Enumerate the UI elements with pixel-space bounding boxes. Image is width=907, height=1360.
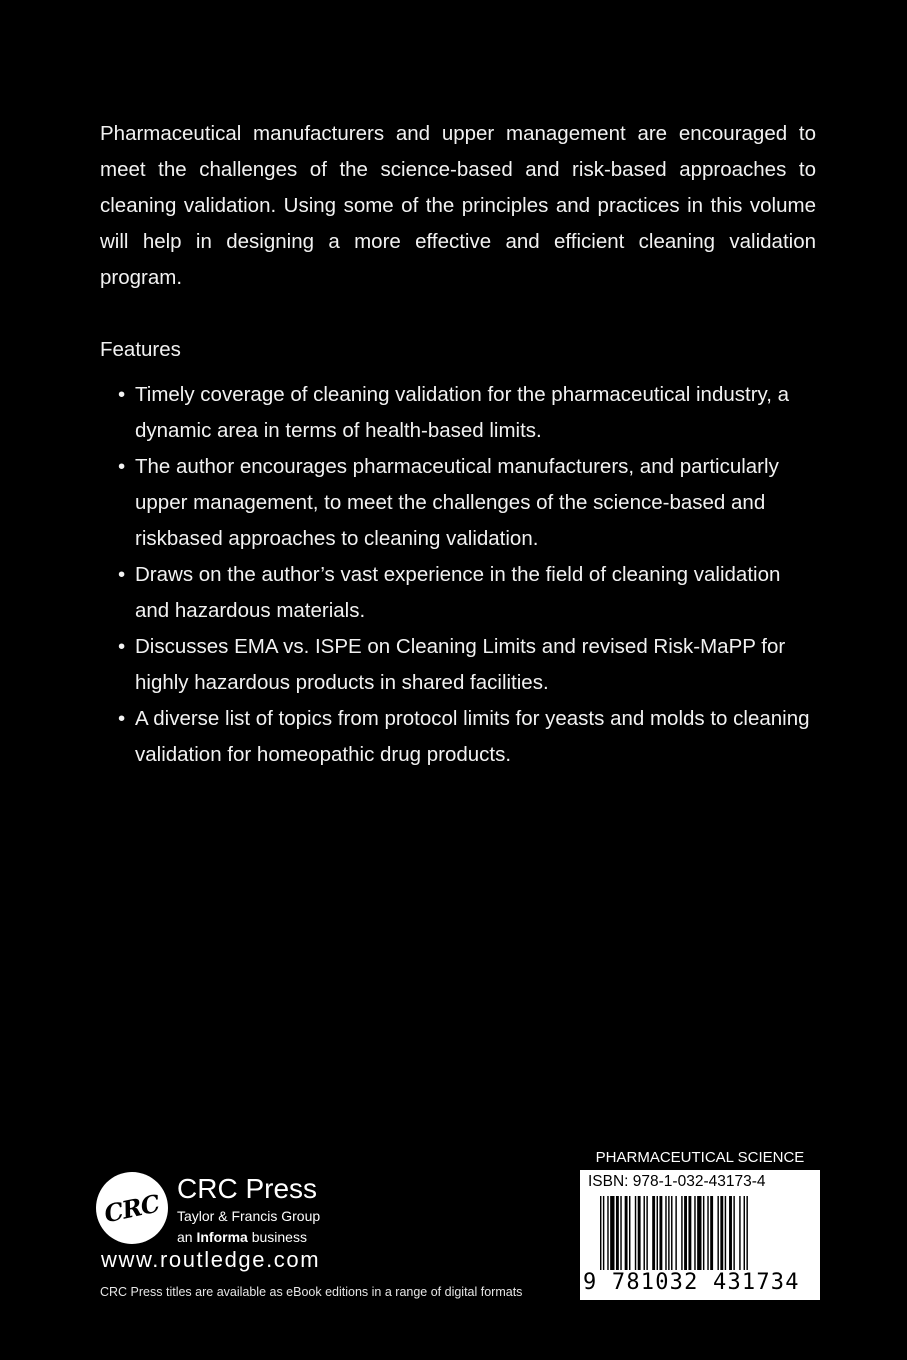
bullet-icon: •	[118, 707, 126, 730]
barcode-bar	[659, 1196, 662, 1270]
barcode-box	[580, 1170, 820, 1300]
barcode-bar	[720, 1196, 723, 1270]
ebook-note: CRC Press titles are available as eBook editions in a range of digital formats	[100, 1285, 523, 1299]
barcode-bar	[652, 1196, 655, 1270]
barcode-bar	[688, 1196, 691, 1270]
barcode-bar	[707, 1196, 708, 1270]
feature-item	[118, 377, 818, 449]
features-heading: Features	[100, 338, 181, 361]
barcode-bar	[746, 1196, 747, 1270]
feature-text: Draws on the author’s vast experience in the field of cleaning validation and hazardous materials.	[135, 563, 781, 622]
feature-text: Discusses EMA vs. ISPE on Cleaning Limits and revised Risk-MaPP for highly hazardous products in shared facilities.	[135, 635, 786, 694]
barcode-bar	[733, 1196, 734, 1270]
barcode-bar	[610, 1196, 614, 1270]
crc-logo-text: CRC	[102, 1188, 162, 1228]
bullet-icon: •	[118, 635, 126, 658]
barcode-bar	[665, 1196, 666, 1270]
barcode-bar	[620, 1196, 621, 1270]
bullet-icon: •	[118, 383, 126, 406]
barcode-bar	[644, 1196, 645, 1270]
informa-brand: Informa	[196, 1229, 248, 1245]
publisher-group: Taylor & Francis Group	[177, 1208, 321, 1224]
barcode-bar	[739, 1196, 740, 1270]
barcode-bar	[703, 1196, 704, 1270]
barcode-bar	[635, 1196, 636, 1270]
barcode-bar	[697, 1196, 701, 1270]
feature-item	[118, 629, 818, 701]
barcode-bar	[629, 1196, 630, 1270]
informa-suffix: business	[247, 1229, 307, 1245]
bullet-icon: •	[118, 455, 126, 478]
barcode-bar	[616, 1196, 619, 1270]
intro-paragraph: Pharmaceutical manufacturers and upper management are encouraged to meet the challenges of the science-based and risk-based approaches to cleaning validation. Using some of the principles and practices in this volume will help in designing a more effective and efficient cleaning validation program.	[100, 122, 816, 289]
barcode-bar	[710, 1196, 713, 1270]
features-list	[118, 377, 818, 773]
barcode-bar	[657, 1196, 658, 1270]
isbn-text: ISBN: 978-1-032-43173-4	[588, 1173, 766, 1190]
barcode-bar	[668, 1196, 669, 1270]
barcode-bar	[694, 1196, 695, 1270]
barcode-bar	[729, 1196, 732, 1270]
feature-item	[118, 449, 818, 557]
feature-item	[118, 557, 818, 629]
subject-category: PHARMACEUTICAL SCIENCE	[595, 1149, 805, 1166]
barcode-bar	[646, 1196, 647, 1270]
feature-text: A diverse list of topics from protocol limits for yeasts and molds to cleaning validation for homeopathic drug products.	[135, 707, 810, 766]
publisher-website: www.routledge.com	[101, 1247, 321, 1272]
barcode-bar	[684, 1196, 687, 1270]
barcode-bar	[600, 1196, 601, 1270]
crc-logo-icon	[96, 1172, 168, 1244]
barcode-bar	[744, 1196, 745, 1270]
barcode-bar	[675, 1196, 676, 1270]
barcode-icon	[600, 1196, 812, 1270]
feature-text: Timely coverage of cleaning validation for the pharmaceutical industry, a dynamic area in terms of health-based limits.	[135, 383, 790, 442]
publisher-informa	[177, 1228, 307, 1246]
bullet-icon: •	[118, 563, 126, 586]
barcode-bar	[717, 1196, 718, 1270]
barcode-block	[580, 1148, 820, 1302]
feature-item	[118, 701, 818, 773]
informa-prefix: an	[177, 1229, 197, 1245]
barcode-bar	[671, 1196, 672, 1270]
barcode-bar	[638, 1196, 641, 1270]
barcode-bar	[625, 1196, 628, 1270]
publisher-name: CRC Press	[177, 1173, 318, 1204]
barcode-bar	[681, 1196, 682, 1270]
barcode-bar	[607, 1196, 608, 1270]
barcode-bar	[603, 1196, 604, 1270]
feature-text: The author encourages pharmaceutical manufacturers, and particularly upper management, to meet the challenges of the science-based and riskbased approaches to cleaning validation.	[135, 455, 779, 550]
barcode-bar	[725, 1196, 726, 1270]
barcode-digits: 9 781032 431734	[583, 1270, 800, 1295]
